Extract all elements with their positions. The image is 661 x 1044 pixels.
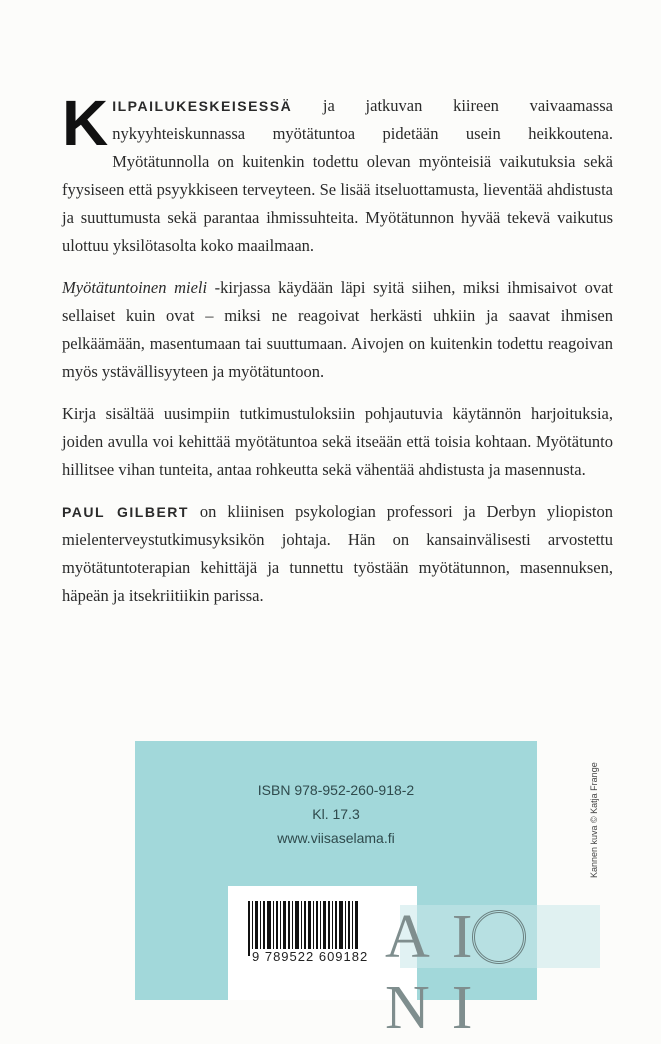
- paragraph-text: ja jatkuvan kiireen vaivaamassa nykyyhteiskunnassa myötätuntoa pidetään usein heikkoutena. Myötätunnolla on kuitenkin todettu olevan myönteisiä vaikutuksia sekä fyysiseen että psyykkiseen terveyteen. Se lisää itseluottamusta, lieventää ahdistusta ja suuttumusta sekä parantaa ihmissuhteita. Myötätunnon hyvää tekevä vaikutus ulottuu yksilötasolta koko maailmaan.: [62, 96, 613, 255]
- back-cover-blurb: [62, 87, 613, 624]
- paragraph-exercises: Kirja sisältää uusimpiin tutkimustuloksiin pohjautuvia käytännön harjoituksia, joiden avulla voi kehittää myötätuntoa sekä itseään että toisia kohtaan. Myötätunto hillitsee vihan tunteita, antaa rohkeutta sekä vähentää ahdistusta ja masennusta.: [62, 404, 613, 479]
- paragraph-text: on kliinisen psykologian professori ja Derbyn yliopiston mielenterveystutkimusyksikön johtaja. Hän on kansainvälisesti arvostettu myötätuntoterapian kehittäjä ja tunnettu työstään myötätunnon, masennuksen, häpeän ja itsekriitiikin parissa.: [62, 502, 613, 605]
- paragraph-book: [62, 274, 613, 386]
- cover-credit: Kannen kuva © Katja Frange: [589, 762, 599, 878]
- book-title: Myötätuntoinen mieli: [62, 278, 208, 297]
- paragraph-author: [62, 498, 613, 610]
- watermark-logo: AI NI: [385, 903, 579, 1042]
- paragraph-intro: [62, 87, 613, 260]
- website-link: www.viisaselama.fi: [277, 830, 395, 846]
- drop-cap: K: [62, 87, 109, 159]
- barcode-number: 9 789522 609182: [252, 949, 369, 964]
- author-name: PAUL GILBERT: [62, 504, 189, 520]
- paragraph-text: -kirjassa käydään läpi syitä siihen, miksi ihmisaivot ovat sellaiset kuin ovat – miksi ne reagoivat herkästi uhkiin ja saavat ihmisen pelkäämään, masentumaan tai suuttumaan. Aivojen on kuitenkin todettu reagoivan myös ystävällisyyteen ja myötätuntoon.: [62, 278, 613, 381]
- publication-info: [135, 778, 537, 850]
- ouroboros-ring-icon: [472, 910, 526, 964]
- library-class: Kl. 17.3: [312, 806, 360, 822]
- isbn: ISBN 978-952-260-918-2: [257, 782, 415, 798]
- barcode-bars: [248, 901, 373, 956]
- lead-in-caps: ILPAILUKESKEISESSÄ: [112, 98, 293, 114]
